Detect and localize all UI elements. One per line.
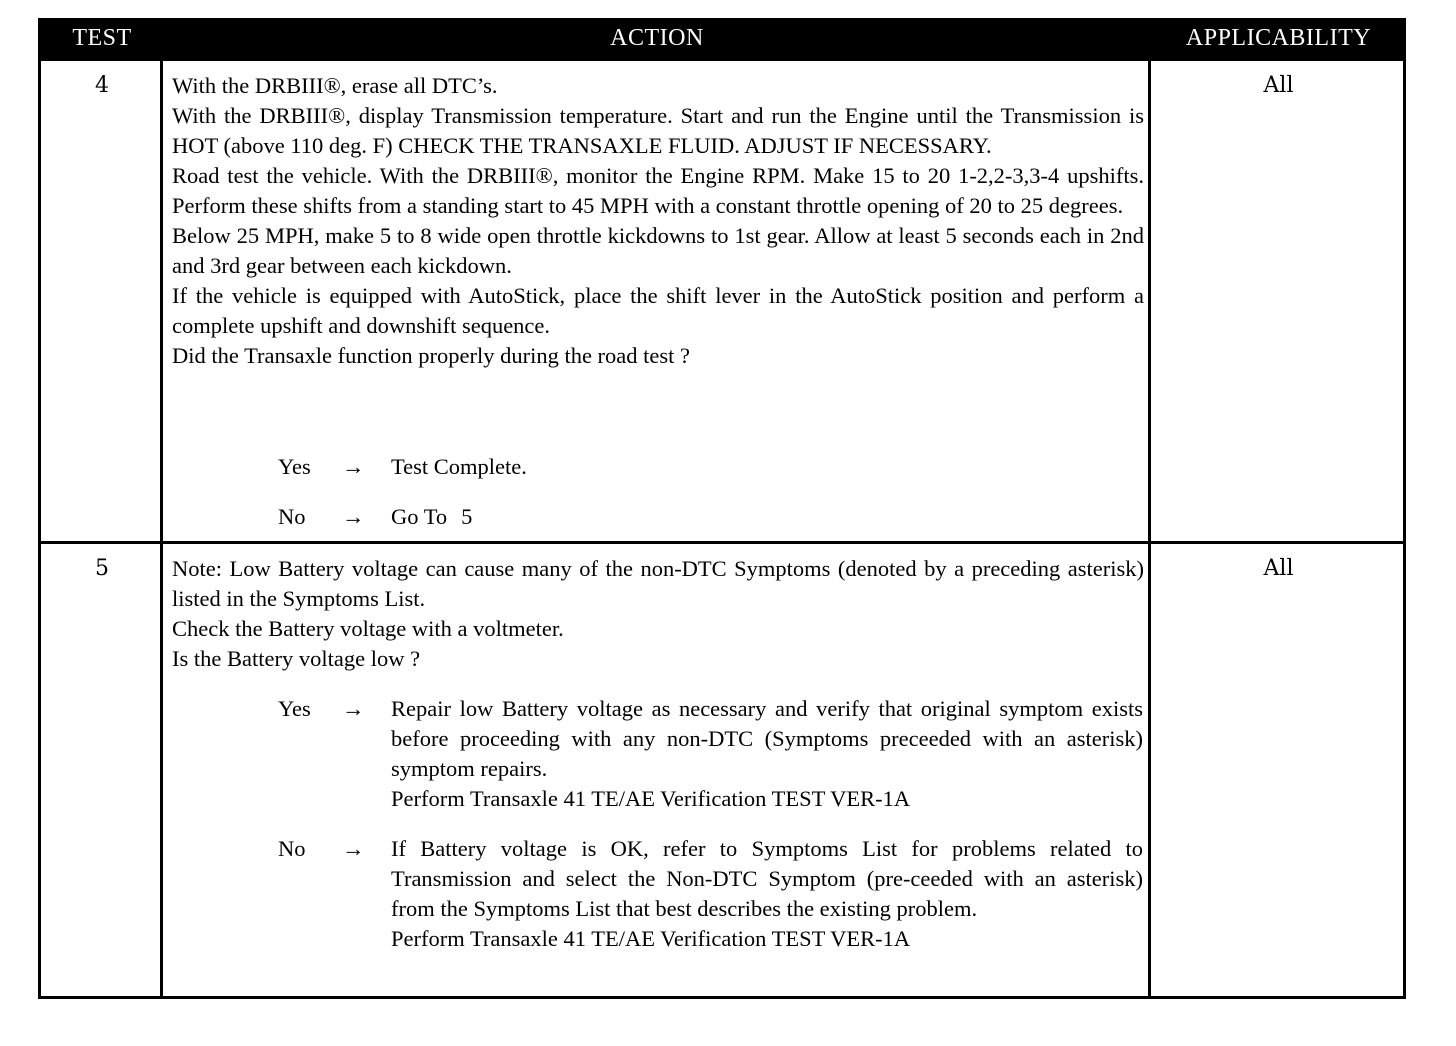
goto-test-number: 5 xyxy=(461,504,473,529)
action-text xyxy=(172,71,1144,371)
action-line: Below 25 MPH, make 5 to 8 wide open throttle kickdowns to 1st gear. Allow at least 5 seconds each in 2nd and 3rd gear between each kickdown. xyxy=(172,223,1144,278)
response-label: Yes xyxy=(278,696,311,721)
response-text xyxy=(391,502,1143,532)
response-instruction: Repair low Battery voltage as necessary and verify that original symptom exists before proceeding with any non-DTC (Symptoms preceeded with an asterisk) symptom repairs. xyxy=(391,696,1143,781)
diagnostic-table xyxy=(38,18,1406,999)
action-line: Did the Transaxle function properly during the road test ? xyxy=(172,343,691,368)
arrow-icon: → xyxy=(342,696,365,721)
header-test: TEST xyxy=(72,25,132,51)
response-text xyxy=(391,834,1143,954)
header-action: ACTION xyxy=(610,25,704,51)
response-yes xyxy=(278,452,1148,482)
action-line: Road test the vehicle. With the DRBIII®, monitor the Engine RPM. Make 15 to 20 1-2,2-3,3-4 upshifts. Perform these shifts from a standing start to 45 MPH with a constant throttle opening of 20 to 25 degrees. xyxy=(172,163,1144,218)
action-line: Note: Low Battery voltage can cause many of the non-DTC Symptoms (denoted by a preceding asterisk) listed in the Symptoms List. xyxy=(172,556,1144,611)
response-label: No xyxy=(278,504,306,529)
response-no xyxy=(278,834,1148,984)
response-text: Test Complete. xyxy=(391,454,527,479)
column-divider xyxy=(160,61,163,996)
action-text xyxy=(172,554,1144,674)
header-applicability: APPLICABILITY xyxy=(1185,25,1372,51)
action-line: If the vehicle is equipped with AutoStick, place the shift lever in the AutoStick position and perform a complete upshift and downshift sequence. xyxy=(172,283,1144,338)
action-line: With the DRBIII®, display Transmission temperature. Start and run the Engine until the Transmission is HOT (above 110 deg. F) CHECK THE TRANSAXLE FLUID. ADJUST IF NECESSARY. xyxy=(172,103,1144,158)
goto-label: Go To xyxy=(391,504,448,529)
action-line: Is the Battery voltage low ? xyxy=(172,646,421,671)
applicability-value: All xyxy=(1263,73,1294,98)
column-divider xyxy=(1148,61,1151,996)
arrow-icon: → xyxy=(342,454,365,479)
response-verification: Perform Transaxle 41 TE/AE Verification TEST VER-1A xyxy=(391,786,911,811)
table-header xyxy=(41,21,1403,61)
response-label: Yes xyxy=(278,454,311,479)
response-text xyxy=(391,694,1143,814)
response-verification: Perform Transaxle 41 TE/AE Verification TEST VER-1A xyxy=(391,926,911,951)
response-no xyxy=(278,502,1148,532)
arrow-icon: → xyxy=(342,836,365,861)
arrow-icon: → xyxy=(342,504,365,529)
test-number: 4 xyxy=(95,73,109,98)
applicability-value: All xyxy=(1263,556,1294,581)
action-line: Check the Battery voltage with a voltmeter. xyxy=(172,616,564,641)
row-divider xyxy=(41,541,1403,544)
action-line: With the DRBIII®, erase all DTC’s. xyxy=(172,73,498,98)
response-yes xyxy=(278,694,1148,814)
test-number: 5 xyxy=(95,556,109,581)
response-instruction: If Battery voltage is OK, refer to Symptoms List for problems related to Transmission and select the Non-DTC Symptom (pre-ceeded with an asterisk) from the Symptoms List that best describes the existing problem. xyxy=(391,836,1143,921)
response-label: No xyxy=(278,836,306,861)
